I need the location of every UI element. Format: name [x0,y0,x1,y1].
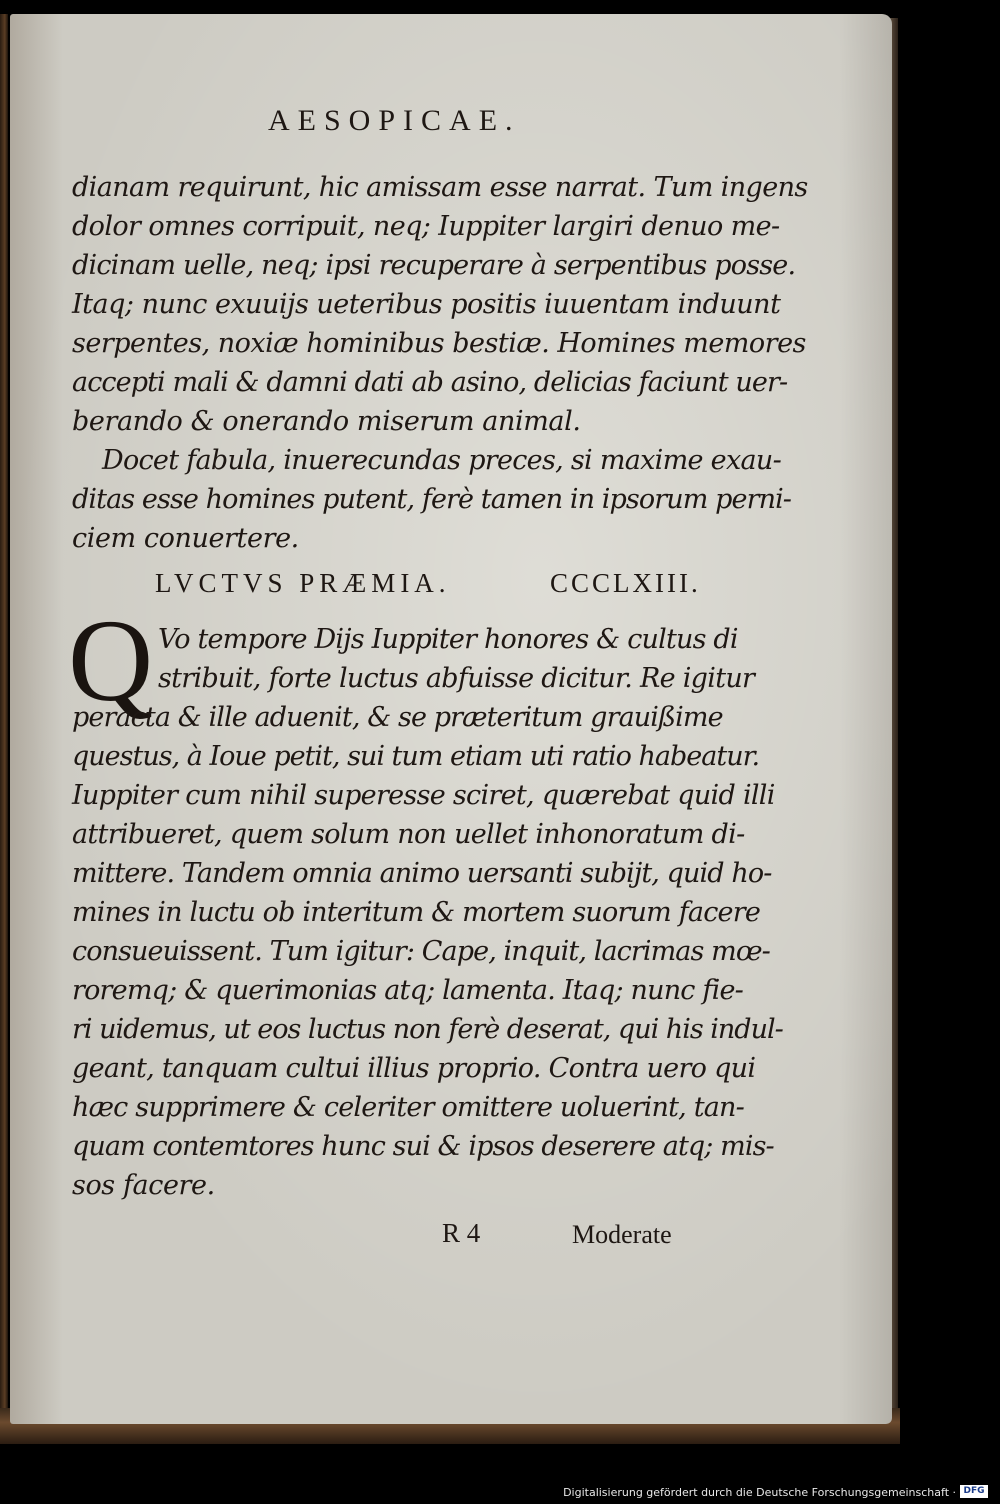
text-line: quam contemtores hunc sui & ipsos deserere atq; mis- [72,1131,774,1162]
signature-mark: R 4 [442,1218,481,1248]
drop-cap-initial: Q [68,595,154,726]
text-line: dicinam uelle, neq; ipsi recuperare à serpentibus posse. [72,250,796,281]
text-line: accepti mali & damni dati ab asino, delicias faciunt uer- [72,367,788,398]
text-line: ditas esse homines putent, ferè tamen in ipsorum perni- [72,484,792,515]
text-line: sos facere. [72,1170,215,1201]
text-line: consueuissent. Tum igitur: Cape, inquit, lacrimas mœ- [72,936,770,967]
text-line: geant, tanquam cultui illius proprio. Contra uero qui [72,1053,756,1084]
book-page [10,14,892,1424]
text-line: Iuppiter cum nihil superesse sciret, quærebat quid illi [72,780,775,811]
text-line: ciem conuertere. [72,523,299,554]
catchword: Moderate [572,1220,672,1249]
text-line: ri uidemus, ut eos luctus non ferè deserat, qui his indul- [72,1014,783,1045]
text-line: attribueret, quem solum non uellet inhonoratum di- [72,819,745,850]
text-line: hæc supprimere & celeriter omittere uoluerint, tan- [72,1092,744,1123]
text-line: Vo tempore Dijs Iuppiter honores & cultus di [158,624,738,655]
dfg-logo: DFG [960,1485,988,1498]
text-line: peracta & ille aduenit, & se præteritum grauißime [72,702,723,733]
text-line: stribuit, forte luctus abfuisse dicitur. Re igitur [158,663,755,694]
text-line: questus, à Ioue petit, sui tum etiam uti ratio habeatur. [72,741,760,772]
fable-number: CCCLXIII. [550,568,701,598]
text-line: mittere. Tandem omnia animo uersanti subijt, quid ho- [72,858,772,889]
text-line: dianam requirunt, hic amissam esse narrat. Tum ingens [72,172,808,203]
text-line: Itaq; nunc exuuijs ueteribus positis iuuentam induunt [72,289,781,320]
binding-edge-left [0,14,8,1414]
text-line: dolor omnes corripuit, neq; Iuppiter largiri denuo me- [72,211,780,242]
text-line: mines in luctu ob interitum & mortem suorum facere [72,897,761,928]
fable-title: LVCTVS PRÆMIA. [155,568,451,598]
text-line: roremq; & querimonias atq; lamenta. Itaq; nunc fie- [72,975,743,1006]
text-line: Docet fabula, inuerecundas preces, si maxime exau- [102,445,781,476]
running-head: AESOPICAE. [268,104,521,137]
text-line: berando & onerando miserum animal. [72,406,581,437]
text-line: serpentes, noxiæ hominibus bestiæ. Homines memores [72,328,806,359]
digitization-credit: Digitalisierung gefördert durch die Deutsche Forschungsgemeinschaft · [563,1486,956,1499]
